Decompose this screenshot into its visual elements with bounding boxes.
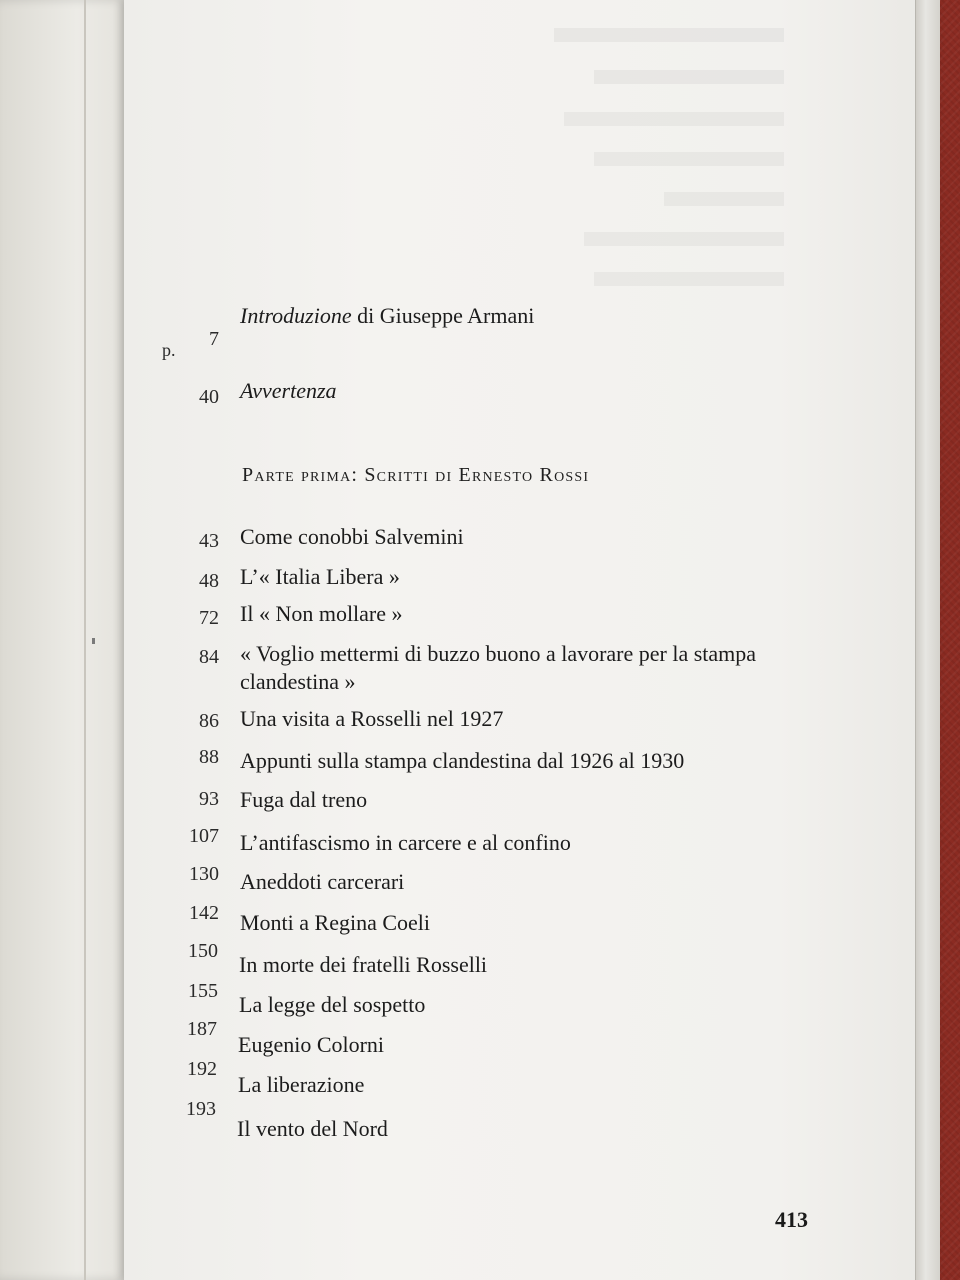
toc-entry-title [240, 303, 534, 329]
entry-page-number: 72 [199, 607, 219, 629]
toc-entry-title: Il « Non mollare » [240, 601, 403, 626]
page-prefix: p. [162, 340, 176, 360]
entry-page-number: 88 [199, 746, 219, 768]
entry-page-number: 84 [199, 646, 219, 668]
toc-entry-title: L’antifascismo in carcere e al confino [240, 830, 571, 855]
toc-entry-title: Come conobbi Salvemini [240, 524, 464, 549]
section-heading: Parte prima: Scritti di Ernesto Rossi [242, 464, 590, 486]
toc-entry-title: Una visita a Rosselli nel 1927 [240, 706, 504, 731]
entry-page-number: 192 [187, 1058, 217, 1080]
toc-entry-title: L’« Italia Libera » [240, 564, 400, 589]
entry-page-number: 150 [188, 940, 218, 962]
entry-page-number: 86 [199, 710, 219, 732]
page-number: 413 [775, 1207, 808, 1232]
toc-entry-title: Avvertenza [240, 378, 337, 403]
toc-entry-title: Il vento del Nord [237, 1116, 388, 1141]
previous-page-edge [0, 0, 130, 1280]
toc-entry-title: Fuga dal treno [240, 787, 368, 812]
entry-page-number: 48 [199, 570, 219, 592]
entry-page-number: 142 [189, 902, 219, 924]
entry-page-number: 40 [199, 386, 219, 408]
toc-entry-title: Eugenio Colorni [238, 1032, 385, 1057]
entry-page-number: 187 [187, 1018, 217, 1040]
entry-page-number: 107 [189, 825, 219, 847]
intro-title-rest: di Giuseppe Armani [351, 303, 535, 328]
entry-page-number: 155 [188, 980, 218, 1002]
page-edge-line [84, 0, 86, 1280]
entry-page-number: 93 [199, 788, 219, 810]
toc-entry-title: In morte dei fratelli Rosselli [239, 952, 488, 977]
toc-entry-title: Appunti sulla stampa clandestina dal 1926 al 1930 [240, 748, 685, 773]
entry-page-number: 43 [199, 530, 219, 552]
entry-page-number: 7 [209, 328, 219, 350]
toc-entry-title: La legge del sospetto [239, 992, 426, 1017]
book-page [124, 0, 940, 1280]
toc-entry-title: Aneddoti carcerari [240, 869, 405, 894]
entry-page-number: 193 [186, 1098, 216, 1120]
table-of-contents [124, 0, 940, 1280]
intro-title-italic: Introduzione [240, 303, 352, 328]
toc-entry-title: Monti a Regina Coeli [240, 910, 431, 935]
entry-page-number: 130 [189, 863, 219, 885]
toc-entry-title: La liberazione [238, 1072, 365, 1097]
toc-entry-title: « Voglio mettermi di buzzo buono a lavorare per la stampa clandestina » [240, 641, 757, 694]
paper-speck [92, 638, 95, 644]
